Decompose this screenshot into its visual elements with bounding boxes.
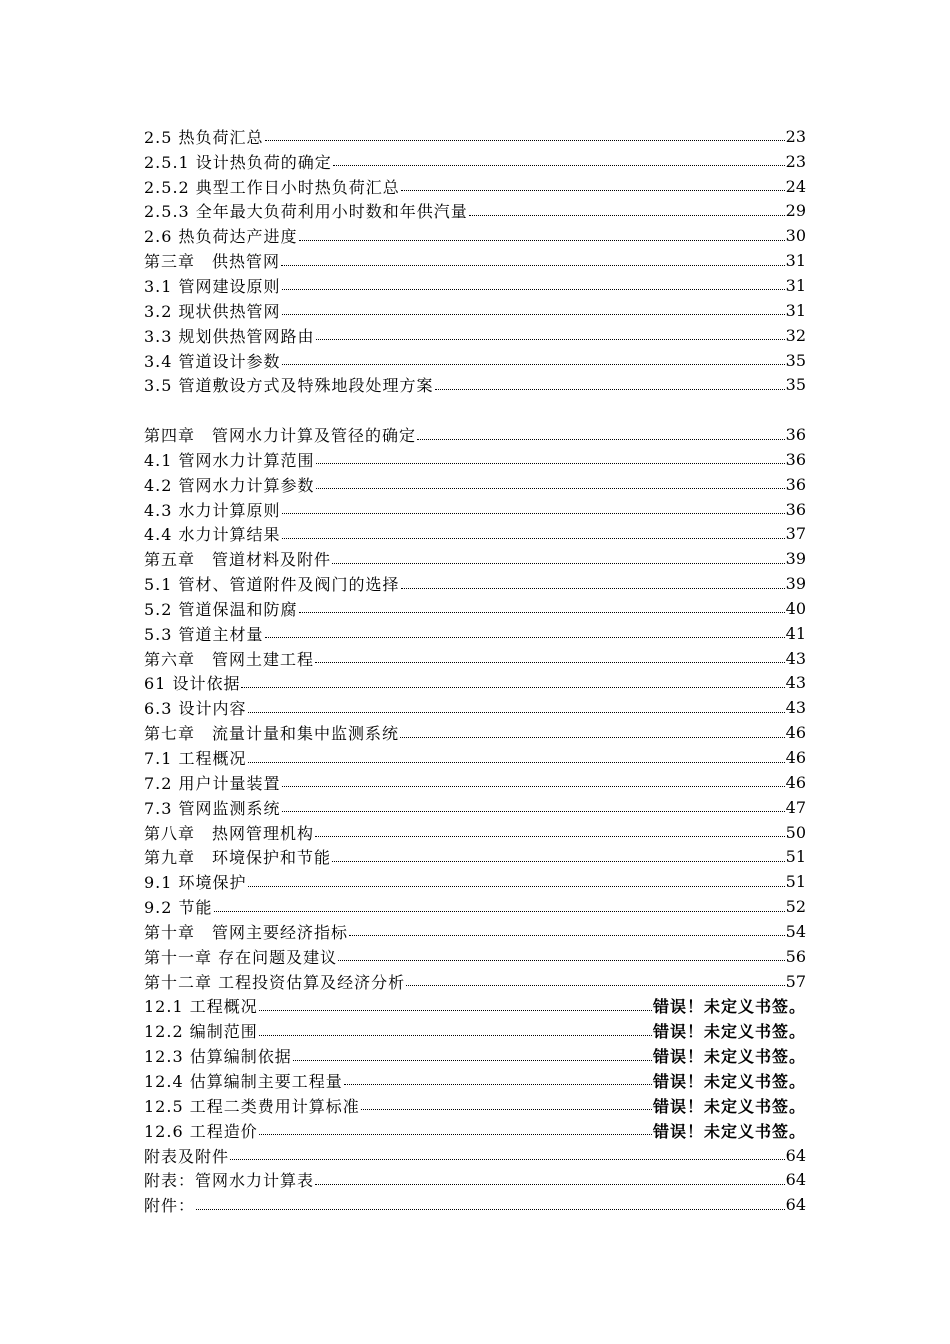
dot-leader [259,1009,652,1011]
toc-entry-page: 46 [785,723,806,743]
toc-entry-label: 5.3 管道主材量 [144,624,264,644]
toc-entry-label: 5.1 管材、管道附件及阀门的选择 [144,575,400,595]
toc-entry[interactable] [144,745,806,770]
toc-entry[interactable] [144,571,806,596]
toc-entry-label: 第七章 流量计量和集中监测系统 [144,724,400,744]
toc-entry[interactable] [144,422,806,447]
toc-entry[interactable] [144,248,806,273]
toc-entry-page: 43 [785,648,806,668]
dot-leader [361,1108,652,1110]
dot-leader [332,860,785,862]
dot-leader [230,1158,785,1160]
toc-entry-page: 31 [785,300,806,320]
dot-leader [401,189,785,191]
toc-entry-page: 31 [785,275,806,295]
dot-leader [241,686,784,688]
toc-entry[interactable] [144,1093,806,1118]
toc-entry-page: 39 [785,549,806,569]
dot-leader [435,388,785,390]
toc-entry-page: 46 [785,748,806,768]
toc-entry-page: 64 [785,1170,806,1190]
toc-entry[interactable] [144,447,806,472]
toc-entry-label: 7.1 工程概况 [144,749,247,769]
toc-entry-label: 第十二章 工程投资估算及经济分析 [144,972,406,992]
dot-leader [400,736,785,738]
toc-entry-label: 3.1 管网建设原则 [144,276,281,296]
toc-entry-label: 第五章 管道材料及附件 [144,550,332,570]
bookmark-error-text: 错误！未定义书签。 [652,997,806,1017]
toc-entry[interactable] [144,795,806,820]
toc-entry-label: 5.2 管道保温和防腐 [144,599,298,619]
toc-entry[interactable] [144,969,806,994]
dot-leader [282,785,785,787]
toc-entry-label: 2.5 热负荷汇总 [144,127,264,147]
toc-entry[interactable] [144,1192,806,1217]
toc-entry-page: 31 [785,251,806,271]
toc-entry-label: 12.2 编制范围 [144,1022,258,1042]
toc-entry[interactable] [144,1167,806,1192]
toc-entry-label: 4.3 水力计算原则 [144,500,281,520]
dot-leader [259,1034,652,1036]
bookmark-error-text: 错误！未定义书签。 [652,1022,806,1042]
toc-entry-page: 29 [785,201,806,221]
toc-entry[interactable] [144,1143,806,1168]
toc-entry-label: 12.1 工程概况 [144,997,258,1017]
blank-line [144,397,806,422]
toc-entry-label: 附件： [144,1196,196,1216]
toc-entry-page: 36 [785,449,806,469]
dot-leader [281,264,785,266]
toc-entry[interactable] [144,199,806,224]
dot-leader [265,636,785,638]
toc-entry-page: 30 [785,226,806,246]
dot-leader [333,164,785,166]
toc-entry-page: 37 [785,524,806,544]
toc-entry-label: 12.3 估算编制依据 [144,1047,292,1067]
toc-entry-label: 12.5 工程二类费用计算标准 [144,1096,360,1116]
toc-entry-label: 2.5.3 全年最大负荷利用小时数和年供汽量 [144,202,468,222]
toc-entry[interactable] [144,522,806,547]
dot-leader [282,512,785,514]
toc-entry[interactable] [144,944,806,969]
toc-entry-page: 51 [785,872,806,892]
toc-entry[interactable] [144,124,806,149]
toc-entry-label: 2.5.2 典型工作日小时热负荷汇总 [144,177,400,197]
toc-entry-label: 第十章 管网主要经济指标 [144,922,349,942]
toc-entry[interactable] [144,844,806,869]
toc-entry-label: 3.5 管道敷设方式及特殊地段处理方案 [144,376,434,396]
dot-leader [259,1133,652,1135]
bookmark-error-text: 错误！未定义书签。 [652,1096,806,1116]
dot-leader [299,611,785,613]
toc-entry-label: 12.4 估算编制主要工程量 [144,1071,343,1091]
dot-leader [248,711,785,713]
toc-entry-page: 50 [785,822,806,842]
toc-entry[interactable] [144,1043,806,1068]
toc-entry-page: 35 [785,375,806,395]
toc-entry-label: 7.3 管网监测系统 [144,798,281,818]
table-of-contents [144,124,806,1217]
dot-leader [315,661,785,663]
toc-entry[interactable] [144,472,806,497]
toc-entry[interactable] [144,671,806,696]
toc-entry-page: 24 [785,176,806,196]
toc-entry-page: 57 [785,971,806,991]
toc-entry[interactable] [144,596,806,621]
toc-entry-page: 41 [785,623,806,643]
toc-entry-page: 36 [785,425,806,445]
toc-entry-label: 第八章 热网管理机构 [144,823,315,843]
dot-leader [469,214,785,216]
toc-entry-page: 51 [785,847,806,867]
toc-entry-page: 36 [785,474,806,494]
toc-entry-label: 3.3 规划供热管网路由 [144,326,315,346]
toc-entry-page: 52 [785,897,806,917]
toc-entry-label: 2.6 热负荷达产进度 [144,227,298,247]
toc-entry-page: 54 [785,921,806,941]
toc-entry[interactable] [144,894,806,919]
dot-leader [417,438,785,440]
toc-entry[interactable] [144,149,806,174]
toc-entry-page: 46 [785,772,806,792]
dot-leader [299,239,785,241]
dot-leader [282,313,785,315]
dot-leader [282,537,785,539]
toc-entry[interactable] [144,1118,806,1143]
toc-entry[interactable] [144,621,806,646]
dot-leader [344,1083,652,1085]
toc-entry-label: 4.4 水力计算结果 [144,525,281,545]
dot-leader [338,959,785,961]
toc-entry-page: 35 [785,350,806,370]
toc-entry-label: 9.1 环境保护 [144,873,247,893]
dot-leader [315,835,785,837]
toc-entry-label: 第三章 供热管网 [144,252,281,272]
toc-entry-label: 第六章 管网土建工程 [144,649,315,669]
dot-leader [293,1059,652,1061]
toc-entry[interactable] [144,323,806,348]
dot-leader [349,934,785,936]
toc-entry-label: 3.2 现状供热管网 [144,301,281,321]
toc-entry-label: 3.4 管道设计参数 [144,351,281,371]
toc-entry-page: 47 [785,797,806,817]
toc-entry-label: 附表及附件 [144,1146,230,1166]
dot-leader [406,984,785,986]
toc-entry-label: 4.1 管网水力计算范围 [144,450,315,470]
toc-entry-page: 23 [785,151,806,171]
dot-leader [282,810,785,812]
toc-entry-page: 64 [785,1145,806,1165]
dot-leader [196,1208,785,1210]
toc-entry-page: 36 [785,499,806,519]
dot-leader [265,139,785,141]
toc-entry-label: 61 设计依据 [144,674,241,694]
dot-leader [315,1183,785,1185]
toc-entry-page: 40 [785,598,806,618]
dot-leader [332,562,785,564]
toc-entry[interactable] [144,695,806,720]
dot-leader [282,363,785,365]
toc-entry[interactable] [144,994,806,1019]
toc-entry-label: 6.3 设计内容 [144,699,247,719]
dot-leader [401,587,785,589]
dot-leader [316,462,785,464]
toc-entry-page: 23 [785,126,806,146]
toc-entry-label: 第四章 管网水力计算及管径的确定 [144,426,417,446]
toc-entry[interactable] [144,546,806,571]
toc-entry[interactable] [144,1018,806,1043]
toc-entry-label: 附表：管网水力计算表 [144,1171,315,1191]
toc-entry-label: 9.2 节能 [144,898,213,918]
toc-entry[interactable] [144,174,806,199]
toc-entry[interactable] [144,348,806,373]
dot-leader [316,487,785,489]
toc-entry-page: 64 [785,1195,806,1215]
toc-entry-label: 7.2 用户计量装置 [144,773,281,793]
dot-leader [248,761,785,763]
toc-entry-page: 56 [785,946,806,966]
toc-entry[interactable] [144,223,806,248]
bookmark-error-text: 错误！未定义书签。 [652,1071,806,1091]
toc-entry[interactable] [144,372,806,397]
toc-entry-label: 2.5.1 设计热负荷的确定 [144,152,332,172]
toc-entry-page: 39 [785,574,806,594]
toc-entry[interactable] [144,770,806,795]
toc-entry[interactable] [144,298,806,323]
toc-entry-label: 第九章 环境保护和节能 [144,848,332,868]
toc-entry[interactable] [144,919,806,944]
toc-entry-page: 43 [785,673,806,693]
toc-entry[interactable] [144,869,806,894]
dot-leader [282,288,785,290]
toc-entry[interactable] [144,646,806,671]
bookmark-error-text: 错误！未定义书签。 [652,1047,806,1067]
toc-entry[interactable] [144,720,806,745]
bookmark-error-text: 错误！未定义书签。 [652,1121,806,1141]
toc-entry-page: 32 [785,325,806,345]
toc-entry-page: 43 [785,698,806,718]
toc-entry-label: 12.6 工程造价 [144,1121,258,1141]
toc-entry-label: 第十一章 存在问题及建议 [144,947,338,967]
toc-entry[interactable] [144,820,806,845]
dot-leader [316,338,785,340]
toc-entry[interactable] [144,497,806,522]
toc-entry-label: 4.2 管网水力计算参数 [144,475,315,495]
dot-leader [248,885,785,887]
dot-leader [214,910,785,912]
toc-entry[interactable] [144,1068,806,1093]
toc-entry[interactable] [144,273,806,298]
